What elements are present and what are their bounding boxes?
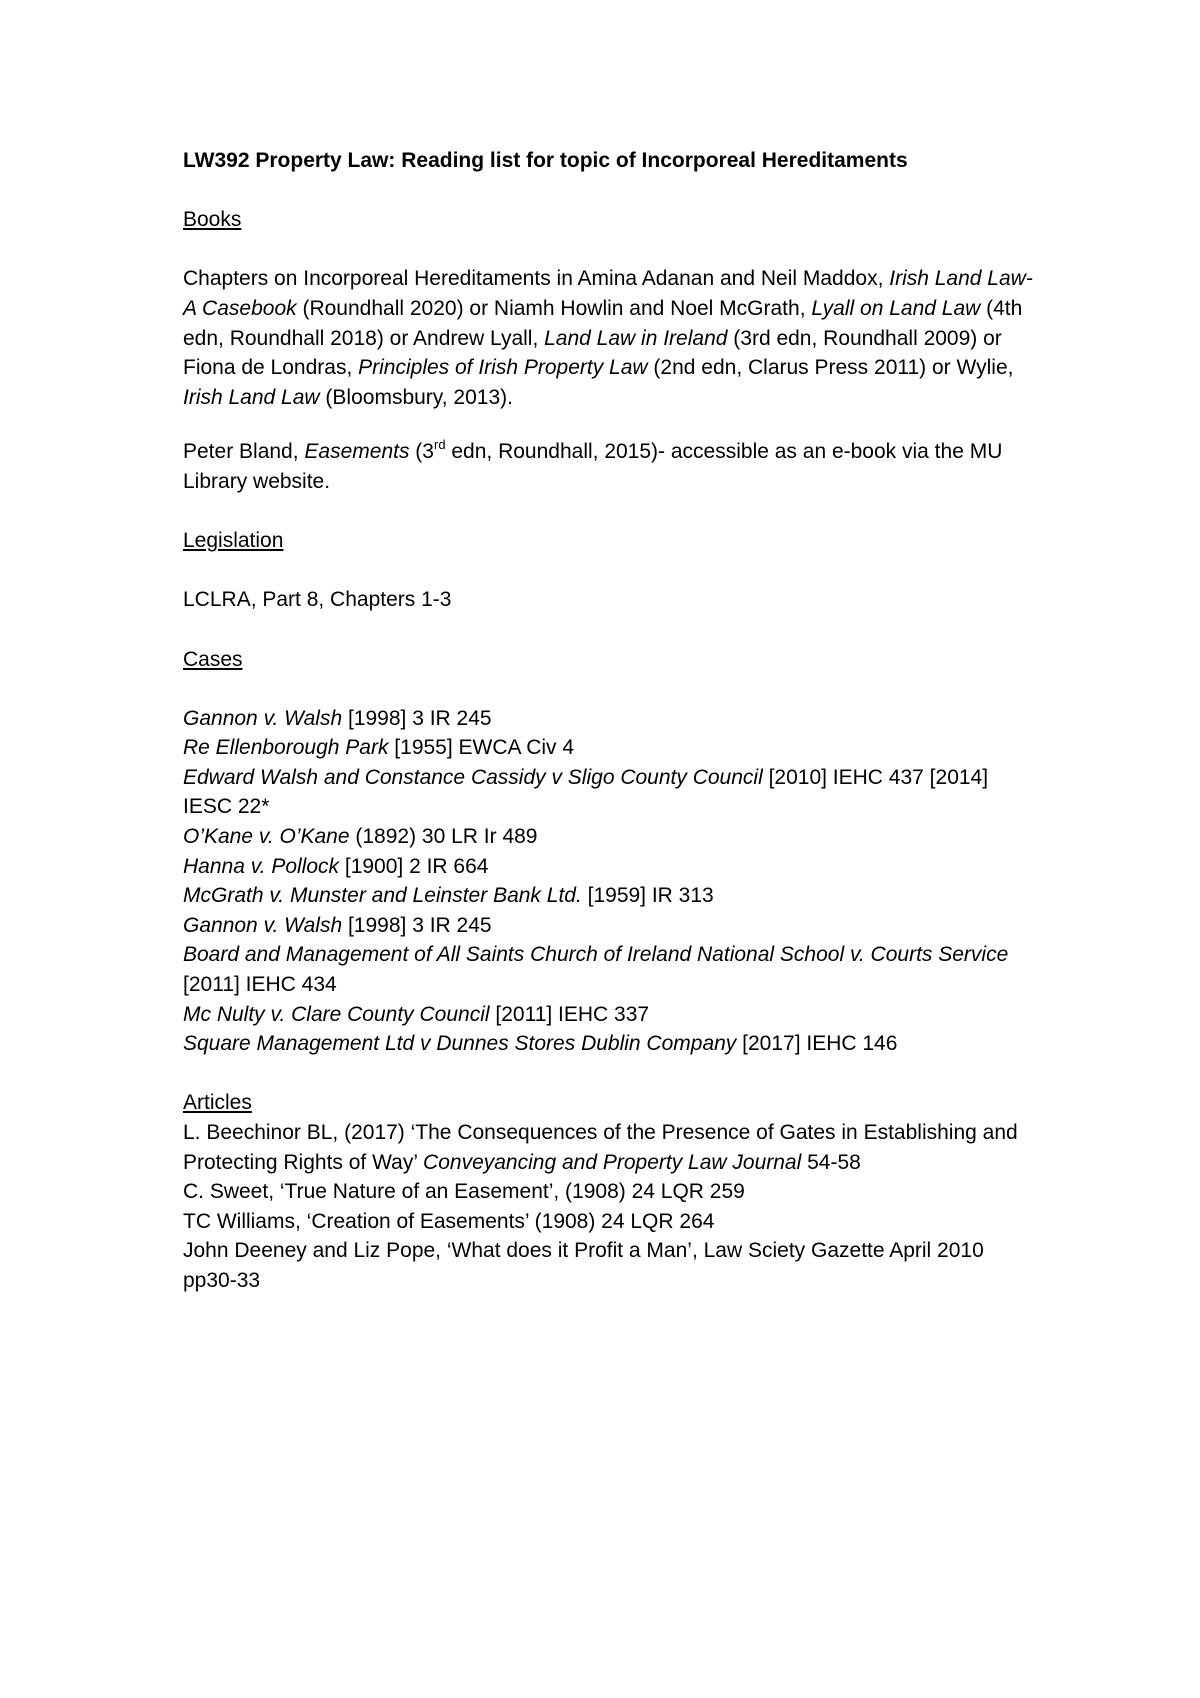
case-item <box>183 733 1033 763</box>
book-title-irish-land-law: Irish Land Law <box>183 385 320 409</box>
spacer <box>183 176 1033 206</box>
article-pages: 54-58 <box>801 1150 861 1174</box>
case-item <box>183 911 1033 941</box>
ordinal-superscript: rd <box>433 437 446 453</box>
books-heading: Books <box>183 208 242 232</box>
document-title: LW392 Property Law: Reading list for topic of Incorporeal Hereditaments <box>183 149 908 172</box>
books-paragraph-1 <box>183 264 1033 412</box>
case-name: Edward Walsh and Constance Cassidy v Sligo County Council <box>183 765 763 789</box>
case-name: O’Kane v. O’Kane <box>183 825 350 849</box>
case-name: Mc Nulty v. Clare County Council <box>183 1002 490 1026</box>
case-item <box>183 852 1033 882</box>
book-title-easements: Easements <box>304 440 410 464</box>
article-item: C. Sweet, ‘True Nature of an Easement’, (1908) 24 LQR 259 <box>183 1180 745 1204</box>
case-name: Board and Management of All Saints Church of Ireland National School v. Courts Service <box>183 943 1009 967</box>
cases-list <box>183 704 1033 1059</box>
case-item <box>183 1029 1033 1059</box>
books-paragraph-2 <box>183 437 1033 496</box>
articles-list <box>183 1118 1033 1296</box>
case-citation: [1959] IR 313 <box>581 884 714 908</box>
case-name: Re Ellenborough Park <box>183 736 389 760</box>
books-text: (3rd edn, Roundhall 2009) or Fiona de Londras, <box>183 326 1002 380</box>
book-title-lyall-on-land-law: Lyall on Land Law <box>811 296 981 320</box>
case-citation: [2017] IEHC 146 <box>736 1032 898 1056</box>
case-citation: [1955] EWCA Civ 4 <box>388 736 575 760</box>
case-item <box>183 940 1033 999</box>
books-text: (2nd edn, Clarus Press 2011) or Wylie, <box>647 356 1014 380</box>
books-text: (4th edn, Roundhall 2018) or Andrew Lyall, <box>183 296 1023 350</box>
article-item <box>183 1118 1033 1177</box>
spacer <box>183 556 1033 586</box>
book-title-casebook: Irish Land Law- A Casebook <box>183 267 1033 320</box>
legislation-heading: Legislation <box>183 529 284 553</box>
spacer <box>183 497 1033 527</box>
books-text: (Bloomsbury, 2013). <box>319 385 513 409</box>
case-item <box>183 881 1033 911</box>
spacer <box>183 412 1033 437</box>
article-text: L. Beechinor BL, (2017) ‘The Consequences of the Presence of Gates in Establishing and Protecting Rights of Way’ <box>183 1121 1018 1174</box>
book-title-principles: Principles of Irish Property Law <box>358 356 648 380</box>
articles-heading: Articles <box>183 1091 252 1115</box>
case-citation: [1998] 3 IR 245 <box>342 913 492 937</box>
spacer <box>183 235 1033 265</box>
document-page <box>183 146 1033 1296</box>
case-name: Square Management Ltd v Dunnes Stores Dublin Company <box>183 1032 737 1056</box>
cases-heading: Cases <box>183 647 243 671</box>
case-item <box>183 1000 1033 1030</box>
case-name: McGrath v. Munster and Leinster Bank Ltd. <box>183 884 582 908</box>
case-citation: [2011] IEHC 337 <box>489 1002 650 1026</box>
books-text: edn, Roundhall, 2015)- accessible as an e-book via the MU Library website. <box>183 440 1003 493</box>
case-item <box>183 822 1033 852</box>
case-item <box>183 704 1033 734</box>
journal-title: Conveyancing and Property Law Journal <box>423 1150 802 1174</box>
books-text: (Roundhall 2020) or Niamh Howlin and Noel McGrath, <box>296 296 812 320</box>
spacer <box>183 674 1033 704</box>
case-citation: [2010] IEHC 437 [2014] IESC 22* <box>183 765 989 819</box>
spacer <box>183 615 1033 645</box>
case-citation: (1892) 30 LR Ir 489 <box>349 825 538 849</box>
article-item: TC Williams, ‘Creation of Easements’ (1908) 24 LQR 264 <box>183 1209 715 1233</box>
books-text: Chapters on Incorporeal Hereditaments in Amina Adanan and Neil Maddox, <box>183 267 890 291</box>
case-name: Gannon v. Walsh <box>183 706 343 730</box>
legislation-text: LCLRA, Part 8, Chapters 1-3 <box>183 588 452 612</box>
case-item <box>183 763 1033 822</box>
spacer <box>183 1059 1033 1089</box>
book-title-land-law-in-ireland: Land Law in Ireland <box>544 326 728 350</box>
case-citation: [2011] IEHC 434 <box>183 973 337 997</box>
books-text: (3 <box>409 440 434 464</box>
case-citation: [1900] 2 IR 664 <box>339 854 489 878</box>
article-item: John Deeney and Liz Pope, ‘What does it Profit a Man’, Law Sciety Gazette April 2010 pp30-33 <box>183 1239 984 1292</box>
case-name: Gannon v. Walsh <box>183 913 343 937</box>
books-text: Peter Bland, <box>183 440 305 464</box>
case-name: Hanna v. Pollock <box>183 854 340 878</box>
case-citation: [1998] 3 IR 245 <box>342 706 492 730</box>
